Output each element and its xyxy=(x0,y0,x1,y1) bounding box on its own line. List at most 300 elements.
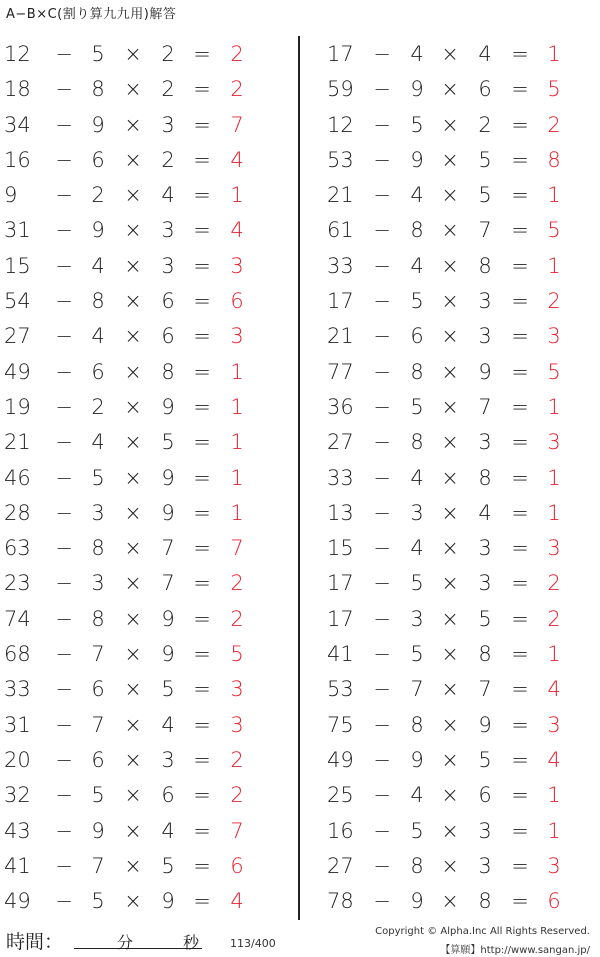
times-sign: × xyxy=(124,218,142,243)
minus-sign: − xyxy=(373,253,391,278)
operand-b: 6 xyxy=(91,359,105,384)
minus-sign: − xyxy=(55,112,73,137)
problem-row xyxy=(0,566,298,601)
answer: 1 xyxy=(547,818,561,843)
operand-b: 6 xyxy=(410,324,424,349)
times-sign: × xyxy=(441,77,459,102)
equals-sign: = xyxy=(511,465,529,490)
operand-a: 21 xyxy=(327,324,354,349)
times-sign: × xyxy=(124,465,142,490)
operand-b: 4 xyxy=(410,253,424,278)
operand-b: 9 xyxy=(410,889,424,914)
equals-sign: = xyxy=(511,218,529,243)
answer: 1 xyxy=(230,394,244,419)
operand-b: 6 xyxy=(91,147,105,172)
problem-row xyxy=(0,425,298,460)
operand-a: 41 xyxy=(327,642,354,667)
operand-c: 5 xyxy=(161,677,175,702)
operand-b: 9 xyxy=(410,747,424,772)
times-sign: × xyxy=(441,465,459,490)
operand-c: 9 xyxy=(161,500,175,525)
answer: 2 xyxy=(230,747,244,772)
minus-sign: − xyxy=(55,289,73,314)
right-problem-column xyxy=(305,37,600,919)
minus-sign: − xyxy=(373,77,391,102)
operand-a: 68 xyxy=(4,642,31,667)
operand-c: 5 xyxy=(161,430,175,455)
operand-b: 8 xyxy=(91,77,105,102)
minutes-unit: 分 xyxy=(117,933,134,952)
operand-b: 9 xyxy=(410,77,424,102)
operand-b: 3 xyxy=(410,606,424,631)
operand-c: 5 xyxy=(478,606,492,631)
times-sign: × xyxy=(441,606,459,631)
answer: 1 xyxy=(230,359,244,384)
operand-b: 4 xyxy=(410,536,424,561)
operand-c: 3 xyxy=(478,571,492,596)
times-sign: × xyxy=(441,889,459,914)
answer: 2 xyxy=(547,606,561,631)
answer: 3 xyxy=(230,677,244,702)
minus-sign: − xyxy=(55,747,73,772)
problem-row xyxy=(305,108,600,143)
operand-b: 3 xyxy=(91,571,105,596)
answer: 4 xyxy=(230,889,244,914)
operand-c: 7 xyxy=(478,394,492,419)
equals-sign: = xyxy=(511,818,529,843)
minus-sign: − xyxy=(55,712,73,737)
answer: 3 xyxy=(547,324,561,349)
operand-c: 9 xyxy=(161,889,175,914)
site-url: 【算願】http://www.sangan.jp/ xyxy=(440,945,590,956)
operand-c: 2 xyxy=(161,77,175,102)
operand-a: 32 xyxy=(4,783,31,808)
problem-row xyxy=(0,178,298,213)
problem-row xyxy=(305,178,600,213)
answer: 6 xyxy=(230,289,244,314)
operand-c: 3 xyxy=(161,112,175,137)
operand-c: 9 xyxy=(161,606,175,631)
time-label: 時間： xyxy=(6,931,64,953)
answer: 2 xyxy=(230,783,244,808)
operand-b: 8 xyxy=(410,853,424,878)
operand-c: 9 xyxy=(478,359,492,384)
answer: 1 xyxy=(547,642,561,667)
times-sign: × xyxy=(124,77,142,102)
operand-a: 17 xyxy=(327,289,354,314)
times-sign: × xyxy=(124,677,142,702)
column-divider xyxy=(298,36,300,920)
answer: 4 xyxy=(230,147,244,172)
operand-b: 8 xyxy=(410,218,424,243)
operand-a: 33 xyxy=(327,253,354,278)
answer: 3 xyxy=(547,536,561,561)
operand-a: 54 xyxy=(4,289,31,314)
operand-a: 16 xyxy=(327,818,354,843)
operand-a: 49 xyxy=(327,747,354,772)
operand-b: 5 xyxy=(410,112,424,137)
times-sign: × xyxy=(124,394,142,419)
problem-row xyxy=(305,249,600,284)
answer: 3 xyxy=(230,253,244,278)
problem-row xyxy=(305,814,600,849)
minus-sign: − xyxy=(373,818,391,843)
minus-sign: − xyxy=(373,677,391,702)
problem-row xyxy=(305,708,600,743)
problem-row xyxy=(305,672,600,707)
answer: 2 xyxy=(230,571,244,596)
answer: 1 xyxy=(230,430,244,455)
operand-a: 49 xyxy=(4,359,31,384)
operand-c: 2 xyxy=(478,112,492,137)
operand-c: 6 xyxy=(161,289,175,314)
minus-sign: − xyxy=(373,889,391,914)
equals-sign: = xyxy=(511,536,529,561)
problem-row xyxy=(0,637,298,672)
equals-sign: = xyxy=(193,430,211,455)
problem-row xyxy=(0,461,298,496)
answer: 3 xyxy=(547,712,561,737)
answer: 7 xyxy=(230,112,244,137)
minus-sign: − xyxy=(55,218,73,243)
operand-c: 2 xyxy=(161,147,175,172)
operand-a: 27 xyxy=(4,324,31,349)
operand-a: 17 xyxy=(327,606,354,631)
equals-sign: = xyxy=(511,747,529,772)
minus-sign: − xyxy=(55,465,73,490)
operand-a: 75 xyxy=(327,712,354,737)
operand-a: 31 xyxy=(4,712,31,737)
answer: 7 xyxy=(230,536,244,561)
operand-a: 41 xyxy=(4,853,31,878)
minus-sign: − xyxy=(55,324,73,349)
operand-b: 7 xyxy=(91,712,105,737)
operand-c: 7 xyxy=(478,218,492,243)
answer: 8 xyxy=(547,147,561,172)
operand-c: 6 xyxy=(478,783,492,808)
operand-c: 3 xyxy=(161,747,175,772)
minus-sign: − xyxy=(373,606,391,631)
minus-sign: − xyxy=(55,606,73,631)
equals-sign: = xyxy=(193,42,211,66)
times-sign: × xyxy=(124,818,142,843)
minus-sign: − xyxy=(373,783,391,808)
times-sign: × xyxy=(441,42,459,66)
equals-sign: = xyxy=(193,324,211,349)
answer: 2 xyxy=(230,42,244,66)
answer: 5 xyxy=(547,359,561,384)
times-sign: × xyxy=(124,42,142,66)
answer: 1 xyxy=(547,783,561,808)
operand-c: 3 xyxy=(161,218,175,243)
answer: 1 xyxy=(547,42,561,66)
operand-c: 9 xyxy=(478,712,492,737)
minus-sign: − xyxy=(373,112,391,137)
minus-sign: − xyxy=(373,42,391,66)
minus-sign: − xyxy=(55,818,73,843)
minus-sign: − xyxy=(373,500,391,525)
problem-row xyxy=(0,143,298,178)
operand-b: 9 xyxy=(91,218,105,243)
minus-sign: − xyxy=(373,712,391,737)
times-sign: × xyxy=(441,253,459,278)
answer: 6 xyxy=(230,853,244,878)
answer: 1 xyxy=(547,183,561,208)
problem-row xyxy=(0,355,298,390)
operand-a: 12 xyxy=(327,112,354,137)
operand-b: 4 xyxy=(410,183,424,208)
operand-b: 2 xyxy=(91,394,105,419)
operand-b: 8 xyxy=(410,430,424,455)
minus-sign: − xyxy=(55,430,73,455)
minus-sign: − xyxy=(373,430,391,455)
equals-sign: = xyxy=(511,430,529,455)
answer: 1 xyxy=(547,394,561,419)
times-sign: × xyxy=(441,677,459,702)
operand-a: 31 xyxy=(4,218,31,243)
minus-sign: − xyxy=(55,536,73,561)
times-sign: × xyxy=(441,747,459,772)
operand-b: 4 xyxy=(410,42,424,66)
times-sign: × xyxy=(124,147,142,172)
operand-a: 21 xyxy=(4,430,31,455)
equals-sign: = xyxy=(193,465,211,490)
times-sign: × xyxy=(441,218,459,243)
equals-sign: = xyxy=(193,818,211,843)
equals-sign: = xyxy=(511,606,529,631)
equals-sign: = xyxy=(193,253,211,278)
answer: 1 xyxy=(230,500,244,525)
operand-a: 78 xyxy=(327,889,354,914)
operand-c: 5 xyxy=(478,147,492,172)
equals-sign: = xyxy=(193,606,211,631)
equals-sign: = xyxy=(511,677,529,702)
operand-c: 8 xyxy=(478,642,492,667)
operand-a: 49 xyxy=(4,889,31,914)
answer: 1 xyxy=(230,183,244,208)
equals-sign: = xyxy=(193,112,211,137)
operand-a: 13 xyxy=(327,500,354,525)
operand-c: 4 xyxy=(161,712,175,737)
times-sign: × xyxy=(441,500,459,525)
problem-row xyxy=(305,566,600,601)
times-sign: × xyxy=(441,571,459,596)
times-sign: × xyxy=(441,712,459,737)
times-sign: × xyxy=(441,853,459,878)
problem-row xyxy=(0,72,298,107)
problem-row xyxy=(305,425,600,460)
equals-sign: = xyxy=(511,642,529,667)
operand-a: 21 xyxy=(327,183,354,208)
operand-a: 43 xyxy=(4,818,31,843)
answer: 3 xyxy=(547,853,561,878)
answer: 1 xyxy=(547,500,561,525)
equals-sign: = xyxy=(193,183,211,208)
operand-b: 4 xyxy=(91,430,105,455)
answer: 5 xyxy=(230,642,244,667)
times-sign: × xyxy=(441,536,459,561)
equals-sign: = xyxy=(193,783,211,808)
times-sign: × xyxy=(441,394,459,419)
equals-sign: = xyxy=(511,889,529,914)
operand-c: 6 xyxy=(161,324,175,349)
equals-sign: = xyxy=(511,571,529,596)
times-sign: × xyxy=(124,853,142,878)
equals-sign: = xyxy=(193,218,211,243)
operand-b: 3 xyxy=(410,500,424,525)
times-sign: × xyxy=(124,747,142,772)
operand-c: 3 xyxy=(478,324,492,349)
operand-b: 7 xyxy=(91,853,105,878)
times-sign: × xyxy=(124,606,142,631)
equals-sign: = xyxy=(511,42,529,66)
operand-b: 9 xyxy=(410,147,424,172)
equals-sign: = xyxy=(511,783,529,808)
minus-sign: − xyxy=(55,642,73,667)
equals-sign: = xyxy=(193,677,211,702)
times-sign: × xyxy=(124,112,142,137)
problem-row xyxy=(0,849,298,884)
operand-a: 34 xyxy=(4,112,31,137)
times-sign: × xyxy=(124,500,142,525)
minus-sign: − xyxy=(373,536,391,561)
operand-a: 36 xyxy=(327,394,354,419)
operand-c: 5 xyxy=(478,747,492,772)
problem-row xyxy=(0,108,298,143)
operand-c: 3 xyxy=(478,818,492,843)
minus-sign: − xyxy=(55,253,73,278)
times-sign: × xyxy=(124,536,142,561)
operand-a: 15 xyxy=(4,253,31,278)
operand-a: 25 xyxy=(327,783,354,808)
operand-c: 4 xyxy=(478,500,492,525)
operand-b: 8 xyxy=(410,359,424,384)
operand-a: 63 xyxy=(4,536,31,561)
times-sign: × xyxy=(124,289,142,314)
equals-sign: = xyxy=(511,289,529,314)
minus-sign: − xyxy=(373,853,391,878)
answer: 1 xyxy=(230,465,244,490)
problem-row xyxy=(305,319,600,354)
minus-sign: − xyxy=(55,889,73,914)
operand-a: 61 xyxy=(327,218,354,243)
minus-sign: − xyxy=(55,500,73,525)
equals-sign: = xyxy=(193,289,211,314)
problem-row xyxy=(0,390,298,425)
operand-a: 27 xyxy=(327,853,354,878)
equals-sign: = xyxy=(193,500,211,525)
problem-row xyxy=(305,143,600,178)
operand-b: 4 xyxy=(91,324,105,349)
seconds-unit: 秒 xyxy=(183,933,200,952)
problem-row xyxy=(0,814,298,849)
minus-sign: − xyxy=(55,394,73,419)
operand-b: 8 xyxy=(410,712,424,737)
times-sign: × xyxy=(124,889,142,914)
equals-sign: = xyxy=(511,253,529,278)
minus-sign: − xyxy=(55,77,73,102)
operand-b: 7 xyxy=(91,642,105,667)
operand-c: 3 xyxy=(478,289,492,314)
equals-sign: = xyxy=(511,112,529,137)
operand-a: 20 xyxy=(4,747,31,772)
copyright-text: Copyright © Alpha.Inc All Rights Reserved. xyxy=(375,926,590,937)
operand-c: 4 xyxy=(161,818,175,843)
problem-row xyxy=(305,284,600,319)
operand-b: 5 xyxy=(410,818,424,843)
minus-sign: − xyxy=(55,677,73,702)
operand-c: 6 xyxy=(161,783,175,808)
equals-sign: = xyxy=(511,324,529,349)
times-sign: × xyxy=(124,253,142,278)
operand-a: 17 xyxy=(327,42,354,66)
problem-row xyxy=(0,284,298,319)
answer: 5 xyxy=(547,218,561,243)
operand-b: 8 xyxy=(91,606,105,631)
problem-row xyxy=(305,390,600,425)
minus-sign: − xyxy=(55,359,73,384)
times-sign: × xyxy=(441,147,459,172)
operand-b: 4 xyxy=(91,253,105,278)
equals-sign: = xyxy=(511,712,529,737)
minus-sign: − xyxy=(373,218,391,243)
operand-c: 9 xyxy=(161,642,175,667)
problem-row xyxy=(0,496,298,531)
equals-sign: = xyxy=(193,712,211,737)
equals-sign: = xyxy=(193,359,211,384)
worksheet-title: A−B×C(割り算九九用)解答 xyxy=(6,7,177,22)
equals-sign: = xyxy=(511,394,529,419)
operand-b: 5 xyxy=(410,289,424,314)
operand-b: 6 xyxy=(91,677,105,702)
minus-sign: − xyxy=(55,183,73,208)
operand-b: 5 xyxy=(410,394,424,419)
operand-a: 12 xyxy=(4,42,31,66)
times-sign: × xyxy=(124,430,142,455)
minus-sign: − xyxy=(55,853,73,878)
times-sign: × xyxy=(441,430,459,455)
operand-c: 3 xyxy=(478,430,492,455)
problem-row xyxy=(305,602,600,637)
times-sign: × xyxy=(441,324,459,349)
problem-row xyxy=(0,213,298,248)
operand-b: 5 xyxy=(91,783,105,808)
operand-b: 2 xyxy=(91,183,105,208)
equals-sign: = xyxy=(193,77,211,102)
operand-b: 5 xyxy=(91,465,105,490)
operand-c: 9 xyxy=(161,465,175,490)
equals-sign: = xyxy=(511,147,529,172)
times-sign: × xyxy=(124,359,142,384)
problem-row xyxy=(305,778,600,813)
answer: 4 xyxy=(547,747,561,772)
minus-sign: − xyxy=(373,289,391,314)
operand-a: 53 xyxy=(327,147,354,172)
operand-a: 23 xyxy=(4,571,31,596)
minus-sign: − xyxy=(55,783,73,808)
operand-c: 8 xyxy=(478,253,492,278)
operand-a: 33 xyxy=(327,465,354,490)
operand-c: 7 xyxy=(478,677,492,702)
problem-row xyxy=(0,249,298,284)
problem-row xyxy=(0,531,298,566)
times-sign: × xyxy=(124,642,142,667)
operand-b: 5 xyxy=(91,889,105,914)
minus-sign: − xyxy=(373,571,391,596)
operand-c: 5 xyxy=(478,183,492,208)
answer: 2 xyxy=(547,112,561,137)
operand-b: 3 xyxy=(91,500,105,525)
